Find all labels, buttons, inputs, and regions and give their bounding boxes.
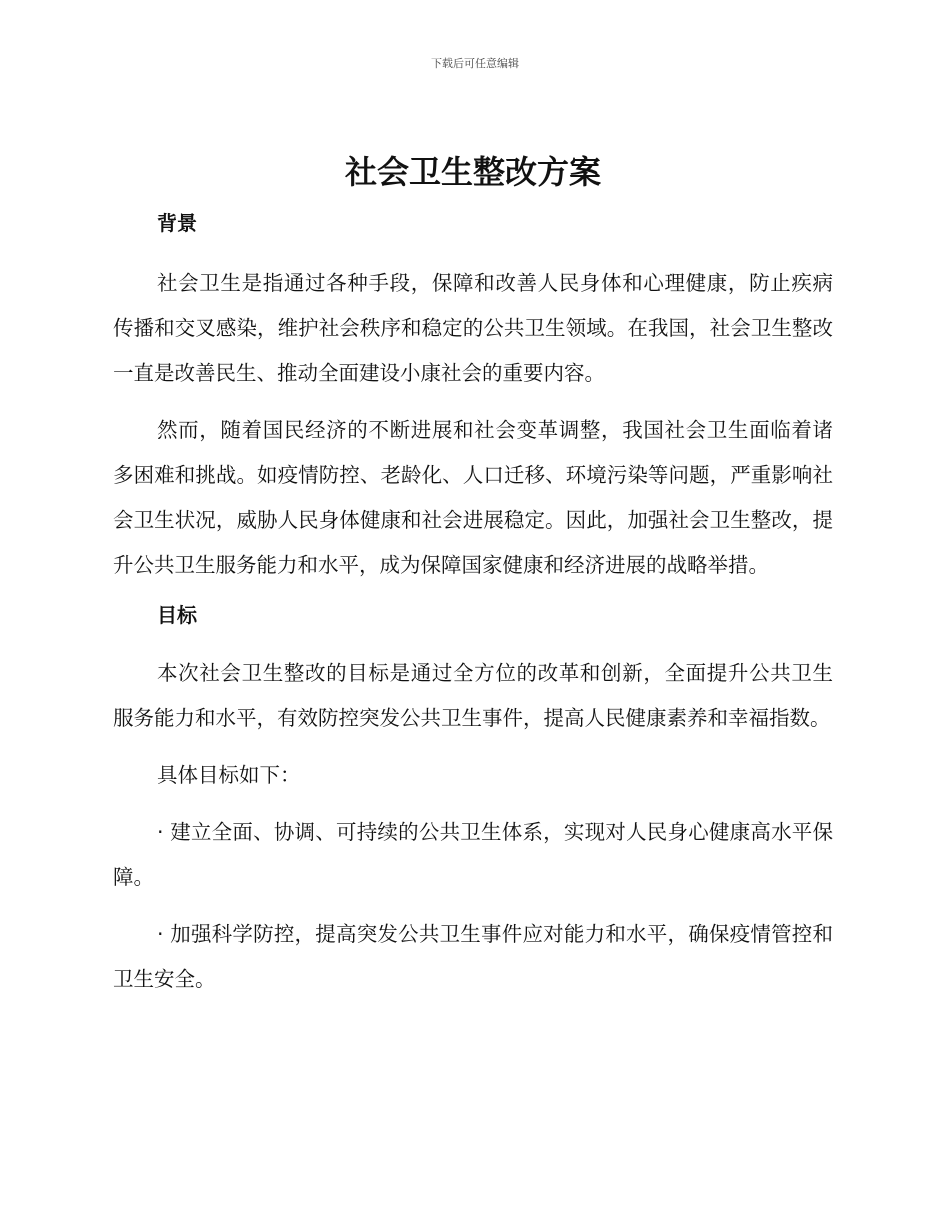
document-body (113, 150, 833, 1002)
header-note: 下载后可任意编辑 (431, 57, 519, 70)
document-title: 社会卫生整改方案 (344, 153, 601, 191)
paragraph: 然而，随着国民经济的不断进展和社会变革调整，我国社会卫生面临着诸多困难和挑战。如疫情防控、老龄化、人口迁移、环境污染等问题，严重影响社会卫生状况，威胁人民身体健康和社会进展稳定。因此，加强社会卫生整改，提升公共卫生服务能力和水平，成为保障国家健康和经济进展的战略举措。 (113, 418, 833, 577)
section-heading-goal: 目标 (157, 603, 197, 627)
paragraph: 具体目标如下： (157, 763, 301, 787)
list-item: · 加强科学防控，提高突发公共卫生事件应对能力和水平，确保疫情管控和卫生安全。 (113, 922, 833, 991)
paragraph: 社会卫生是指通过各种手段，保障和改善人民身体和心理健康，防止疾病传播和交叉感染，维护社会秩序和稳定的公共卫生领域。在我国，社会卫生整改一直是改善民生、推动全面建设小康社会的重要内容。 (113, 271, 833, 385)
paragraph: 本次社会卫生整改的目标是通过全方位的改革和创新，全面提升公共卫生服务能力和水平，有效防控突发公共卫生事件，提高人民健康素养和幸福指数。 (113, 661, 833, 730)
list-item: · 建立全面、协调、可持续的公共卫生体系，实现对人民身心健康高水平保障。 (113, 820, 833, 889)
section-heading-background: 背景 (157, 211, 197, 235)
